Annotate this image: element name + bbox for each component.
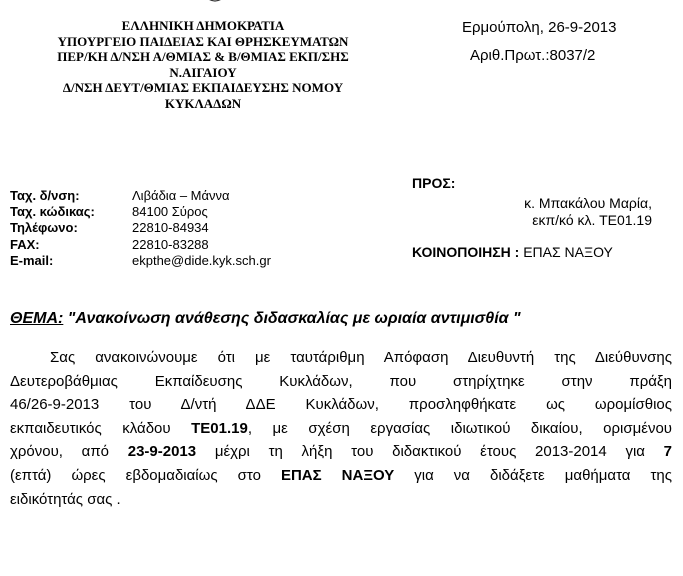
body-line [10,417,672,441]
body-line [10,464,672,488]
body-text-run: (επτά) ώρες εβδομαδιαίως στο [10,466,281,484]
contact-value: 84100 Σύρος [132,204,208,220]
contact-row [10,204,271,220]
org-line: ΠΕΡ/ΚΗ Δ/ΝΣΗ Α/ΘΜΙΑΣ & Β/ΘΜΙΑΣ ΕΚΠ/ΣΗΣ [57,49,349,65]
letter-body [10,346,672,511]
contact-email: ekpthe@dide.kyk.sch.gr [132,252,271,268]
body-text-run: μέχρι τη λήξη του διδακτικού έτους 2013-2014 για [196,443,664,461]
contact-value: 22810-84934 [132,220,209,236]
contact-details [10,188,271,269]
body-line: 46/26-9-2013 του Δ/ντή ΔΔΕ Κυκλάδων, προσληφθήκατε ως ωρομίσθιος [10,396,672,414]
recipient-role: εκπ/κό κλ. ΤΕ01.19 [532,212,652,228]
recipient-name: κ. Μπακάλου Μαρία, [524,194,652,211]
org-line: Δ/ΝΣΗ ΔΕΥΤ/ΘΜΙΑΣ ΕΚΠΑΙΔΕΥΣΗΣ ΝΟΜΟΥ [62,80,344,96]
cc-label: ΚΟΙΝΟΠΟΙΗΣΗ : [412,243,520,260]
contact-label: Ταχ. κώδικας: [10,204,95,220]
body-line: Δευτεροβάθμιας Εκπαίδευσης Κυκλάδων, που στηρίχτηκε στην πράξη [10,372,672,390]
body-text-run: , με σχέση εργασίας ιδιωτικού δικαίου, ορισμένου [247,419,673,437]
contact-value: 22810-83288 [132,236,209,252]
protocol-number: Αριθ.Πρωτ.:8037/2 [470,47,596,64]
body-line: ειδικότητάς σας . [10,490,121,508]
org-line: ΕΛΛΗΝΙΚΗ ΔΗΜΟΚΡΑΤΙΑ [121,18,285,33]
body-text-run: χρόνου, από [10,443,128,461]
org-line: Ν.ΑΙΓΑΙΟΥ [169,64,237,80]
contact-row [10,237,271,253]
school-name: ΕΠΑΣ ΝΑΞΟΥ [280,466,395,484]
contact-label: FAX: [10,236,40,252]
contact-row [10,188,271,204]
contact-label: Τηλέφωνο: [10,220,78,236]
to-label: ΠΡΟΣ: [412,175,456,191]
weekly-hours: 7 [663,443,672,461]
coat-of-arms-icon [200,0,230,6]
subject-line [10,310,670,328]
org-line: ΥΠΟΥΡΓΕΙΟ ΠΑΙΔΕΙΑΣ ΚΑΙ ΘΡΗΣΚΕΥΜΑΤΩΝ [57,33,349,49]
document-date: Ερμούπολη, 26-9-2013 [462,19,617,36]
specialty-code: ΤΕ01.19 [191,419,248,437]
recipient-block [412,175,652,261]
issuing-authority [18,18,388,112]
org-line: ΚΥΚΛΑΔΩΝ [164,95,242,111]
contact-row [10,253,271,269]
contact-label: Ταχ. δ/νση: [10,188,80,203]
body-text-run: εκπαιδευτικός κλάδου [10,419,192,437]
document-meta [462,19,616,65]
subject-text: "Ανακοίνωση ανάθεσης διδασκαλίας με ωριαία αντιμισθία " [63,310,521,327]
start-date: 23-9-2013 [127,443,197,461]
contact-value: Λιβάδια – Μάννα [132,188,230,203]
body-text-run: για να διδάξετε μαθήματα της [394,466,672,484]
contact-label: E-mail: [10,252,54,268]
body-line [10,440,672,464]
cc-value: ΕΠΑΣ ΝΑΞΟΥ [523,243,613,260]
body-line: Σας ανακοινώνουμε ότι με ταυτάριθμη Απόφαση Διευθυντή της Διεύθυνσης [50,349,672,366]
contact-row [10,220,271,236]
cc-line [412,244,652,262]
subject-label: ΘΕΜΑ: [10,310,64,327]
